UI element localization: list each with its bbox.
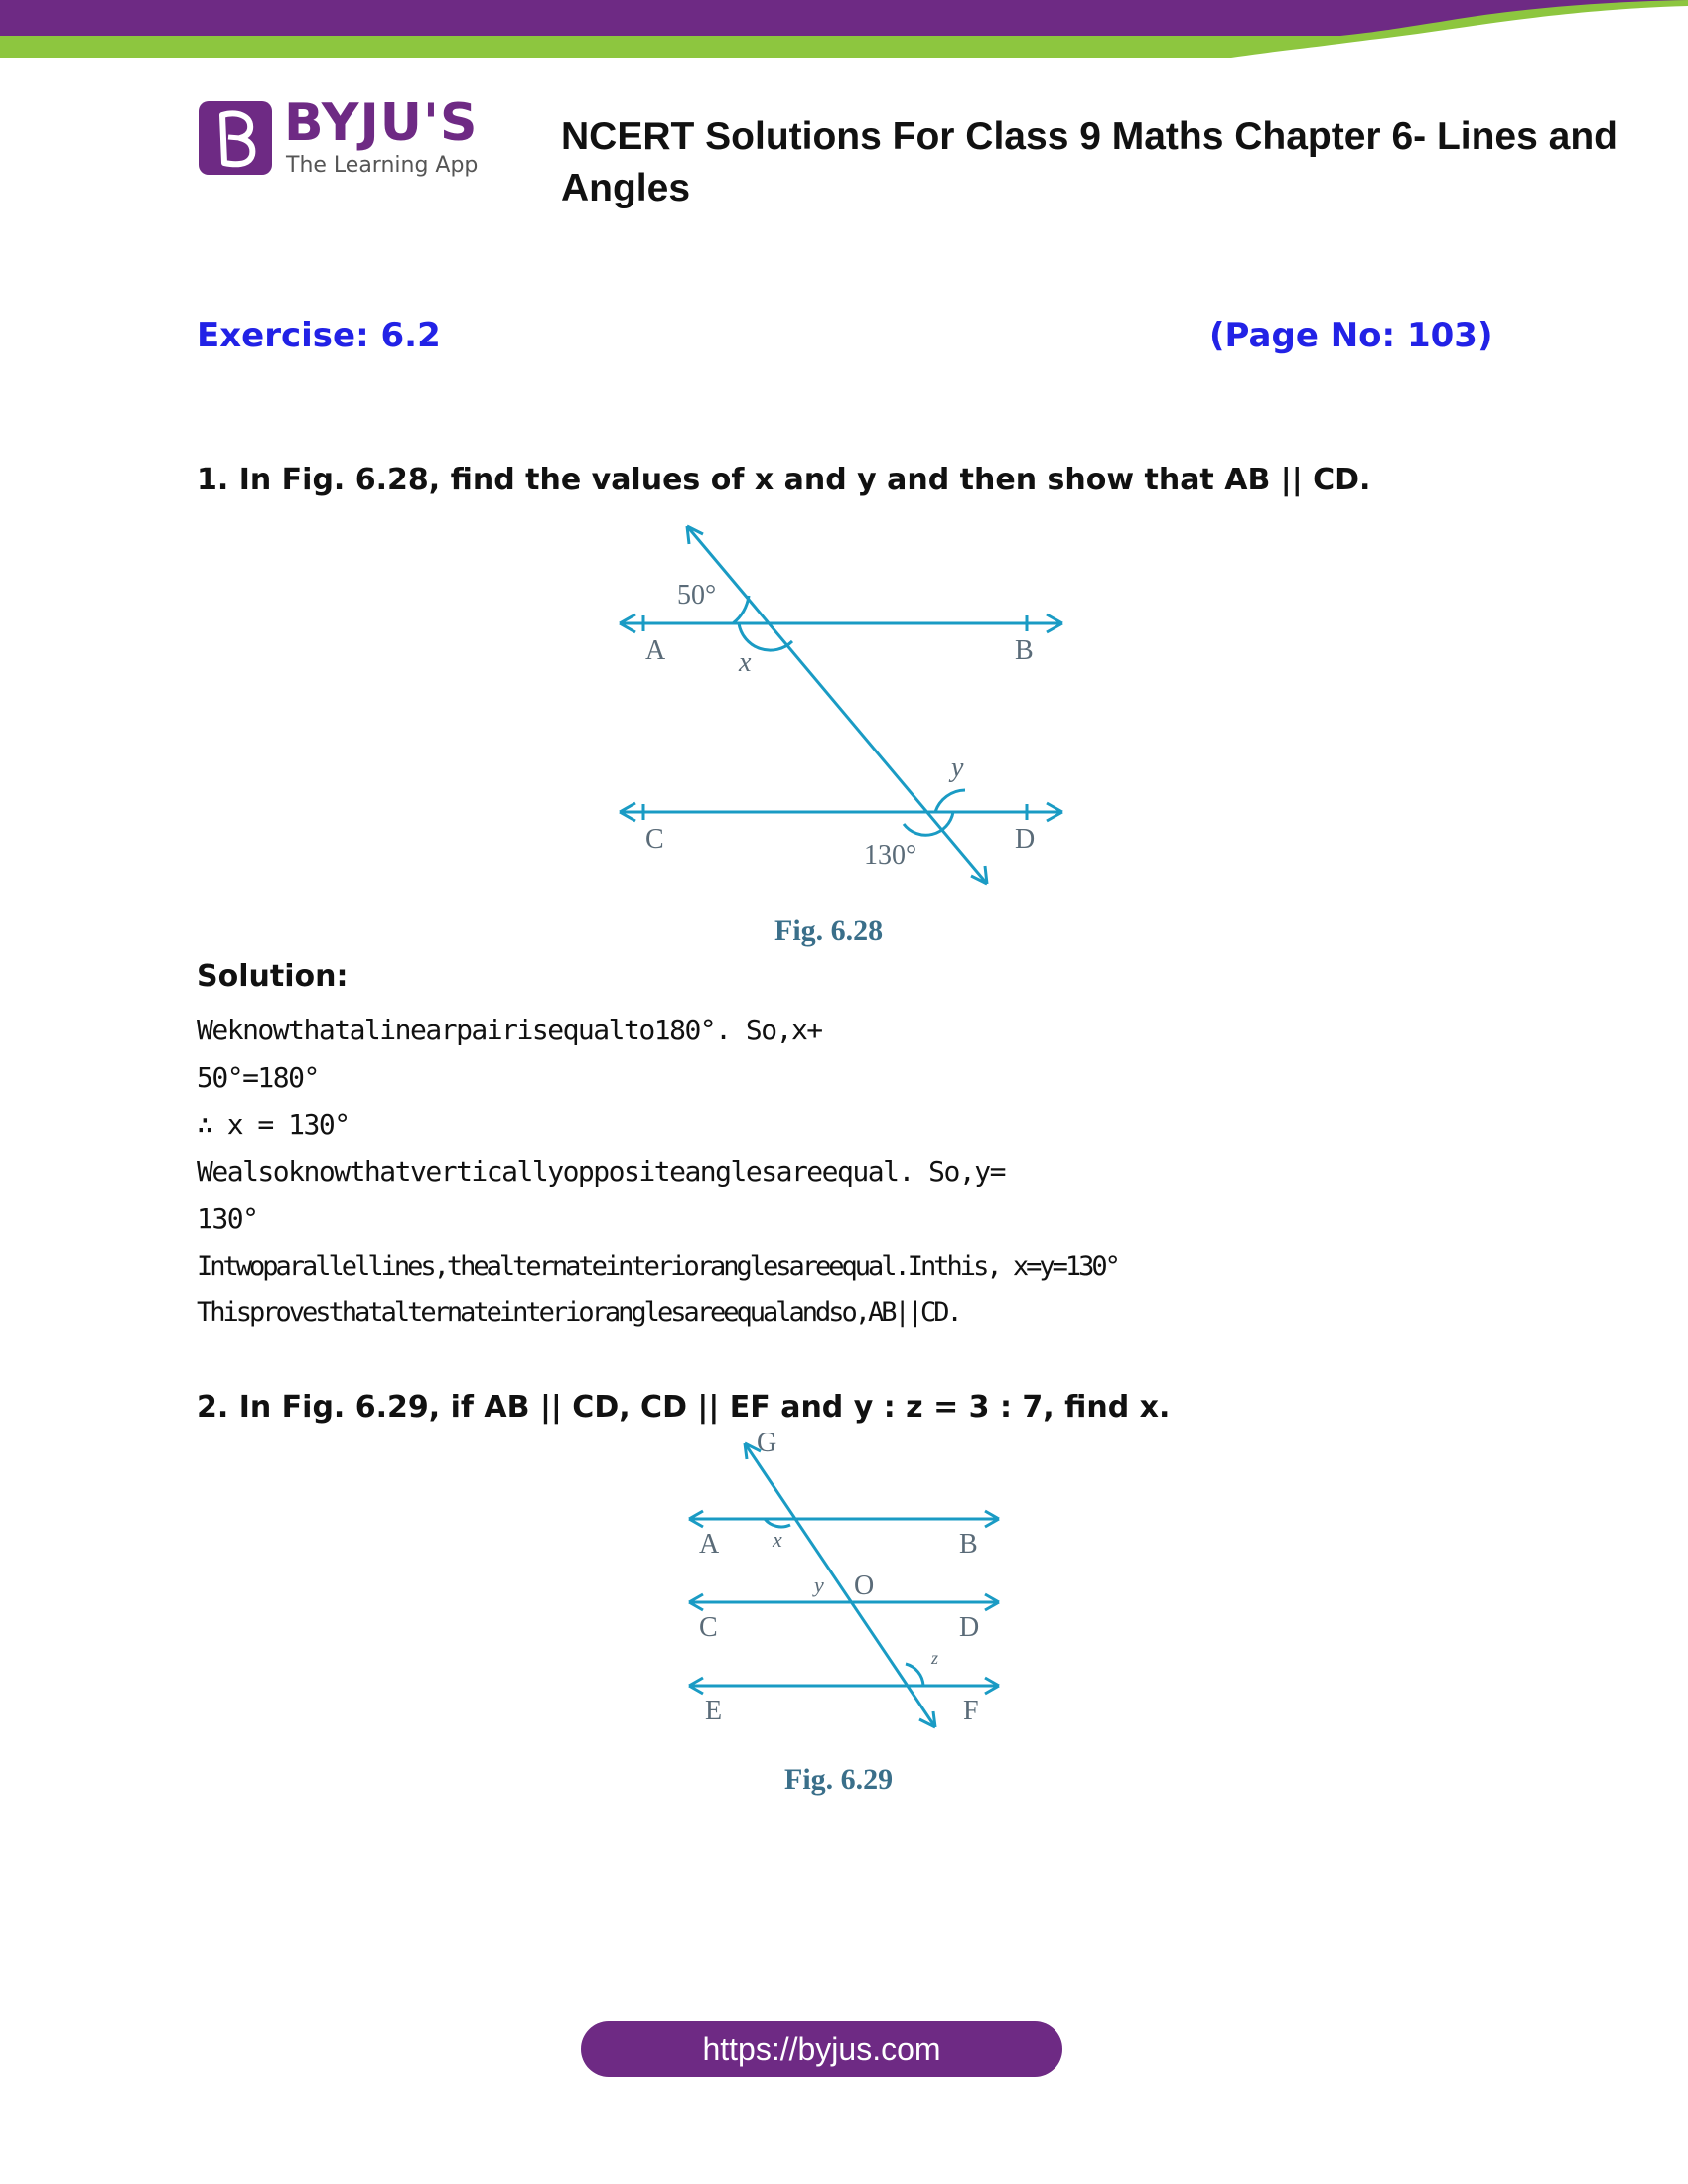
label-a: A xyxy=(645,635,666,666)
label-d: D xyxy=(959,1612,980,1643)
question-1-text: 1. In Fig. 6.28, find the values of x and y and then show that AB || CD. xyxy=(197,463,1371,497)
solution-line-1: Weknowthatalinearpairisequalto180°. So,x+ xyxy=(197,1014,822,1046)
solution-body xyxy=(197,1007,1190,1337)
label-b: B xyxy=(959,1529,978,1560)
logo-brand-text: BYJU'S xyxy=(284,93,479,153)
label-z: z xyxy=(931,1648,939,1668)
label-x: x xyxy=(739,647,752,678)
label-y: y xyxy=(814,1572,824,1597)
solution-line-5: 130° xyxy=(197,1202,258,1235)
solution-heading: Solution: xyxy=(197,959,349,994)
label-o: O xyxy=(854,1570,875,1601)
page-number-label: (Page No: 103) xyxy=(1209,316,1493,355)
label-a: A xyxy=(699,1529,720,1560)
solution-line-3: ∴ x = 130° xyxy=(197,1108,350,1141)
label-angle-130: 130° xyxy=(864,840,917,871)
top-color-band xyxy=(0,0,1688,60)
figure-6-28-caption: Fig. 6.28 xyxy=(774,914,884,947)
figure-6-28 xyxy=(606,516,1082,953)
figure-6-29-caption: Fig. 6.29 xyxy=(784,1763,894,1796)
label-b: B xyxy=(1015,635,1034,666)
logo-mark-icon xyxy=(197,99,274,177)
label-c: C xyxy=(699,1612,718,1643)
logo-tagline: The Learning App xyxy=(286,153,479,178)
solution-line-4: Wealsoknowthatverticallyoppositeanglesareequal. So,y= xyxy=(197,1155,1005,1188)
label-f: F xyxy=(963,1696,979,1726)
figure-6-29 xyxy=(675,1430,1013,1807)
label-c: C xyxy=(645,824,664,855)
footer-url-link[interactable]: https://byjus.com xyxy=(581,2021,1062,2077)
solution-line-2: 50°=180° xyxy=(197,1060,319,1094)
arc-y xyxy=(935,790,965,812)
label-angle-50: 50° xyxy=(677,580,717,611)
solution-line-6: Intwoparallellines,thealternateinterioranglesareequal.Inthis, x=y=130° xyxy=(197,1250,1118,1282)
label-y: y xyxy=(951,752,964,783)
question-2-text: 2. In Fig. 6.29, if AB || CD, CD || EF and y : z = 3 : 7, find x. xyxy=(197,1390,1171,1425)
byjus-logo xyxy=(197,93,494,181)
label-x: x xyxy=(773,1527,782,1552)
label-d: D xyxy=(1015,824,1036,855)
solution-line-7: Thisprovesthatalternateinterioranglesareequalandso,AB||CD. xyxy=(197,1297,960,1328)
label-e: E xyxy=(705,1696,723,1726)
arc-50 xyxy=(733,596,749,623)
document-title: NCERT Solutions For Class 9 Maths Chapter 6- Lines and Angles xyxy=(561,115,1618,209)
arc-z xyxy=(906,1664,923,1686)
label-g: G xyxy=(757,1430,777,1458)
exercise-label: Exercise: 6.2 xyxy=(197,316,441,355)
